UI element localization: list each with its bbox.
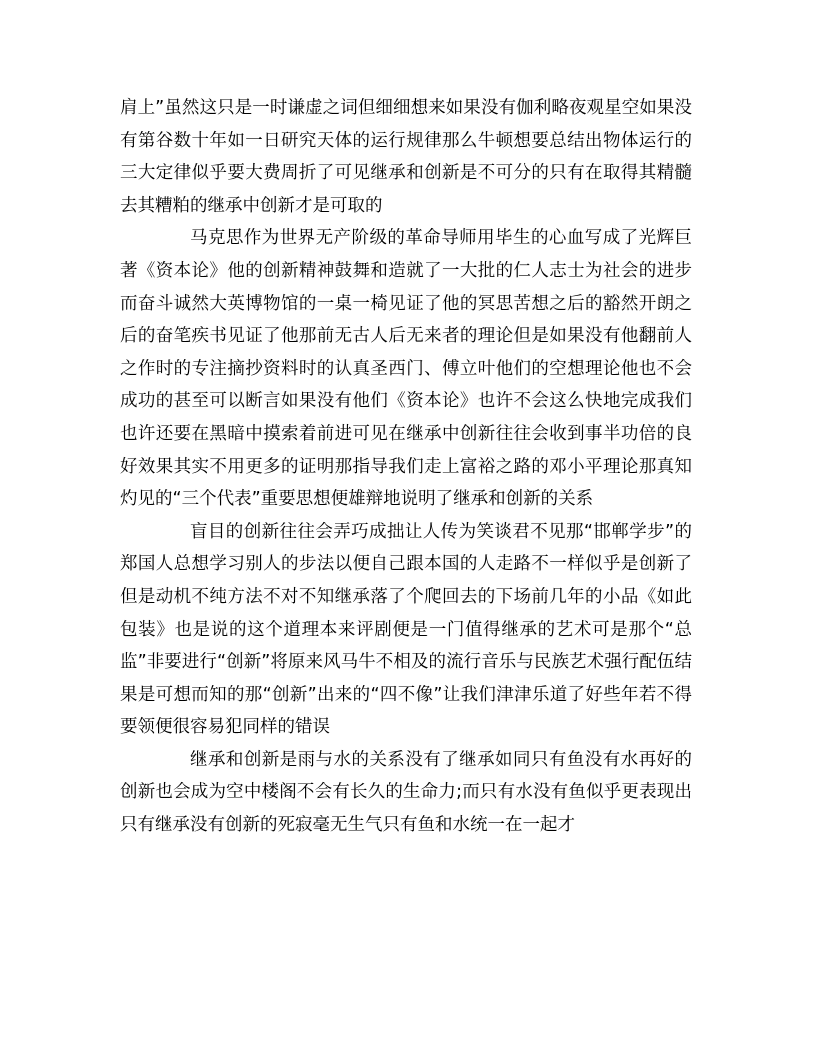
paragraph-2: 马克思作为世界无产阶级的革命导师用毕生的心血写成了光辉巨著《资本论》他的创新精神鼓舞和造就了一大批的仁人志士为社会的进步而奋斗诚然大英博物馆的一桌一椅见证了他的冥思苦想之后的豁然开朗之后的奋笔疾书见证了他那前无古人后无来者的理论但是如果没有他翻前人之作时的专注摘抄资料时的认真圣西门、傅立叶他们的空想理论他也不会成功的甚至可以断言如果没有他们《资本论》也许不会这么快地完成我们也许还要在黑暗中摸索着前进可见在继承中创新往往会收到事半功倍的良好效果其实不用更多的证明那指导我们走上富裕之路的邓小平理论那真知灼见的“三个代表”重要思想便雄辩地说明了继承和创新的关系 bbox=[120, 228, 692, 510]
document-body bbox=[120, 92, 692, 842]
paragraph-3: 盲目的创新往往会弄巧成拙让人传为笑谈君不见那“邯郸学步”的郑国人总想学习别人的步法以便自己跟本国的人走路不一样似乎是创新了但是动机不纯方法不对不知继承落了个爬回去的下场前几年的小品《如此包装》也是说的这个道理本来评剧便是一门值得继承的艺术可是那个“总监”非要进行“创新”将原来风马牛不相及的流行音乐与民族艺术强行配伍结果是可想而知的那“创新”出来的“四不像”让我们津津乐道了好些年若不得要领便很容易犯同样的错误 bbox=[120, 521, 692, 738]
paragraph-1: 肩上”虽然这只是一时谦虚之词但细细想来如果没有伽利略夜观星空如果没有第谷数十年如一日研究天体的运行规律那么牛顿想要总结出物体运行的三大定律似乎要大费周折了可见继承和创新是不可分的只有在取得其精髓去其糟粕的继承中创新才是可取的 bbox=[120, 98, 692, 216]
paragraph-4: 继承和创新是雨与水的关系没有了继承如同只有鱼没有水再好的创新也会成为空中楼阁不会有长久的生命力;而只有水没有鱼似乎更表现出只有继承没有创新的死寂毫无生气只有鱼和水统一在一起才 bbox=[120, 749, 692, 836]
